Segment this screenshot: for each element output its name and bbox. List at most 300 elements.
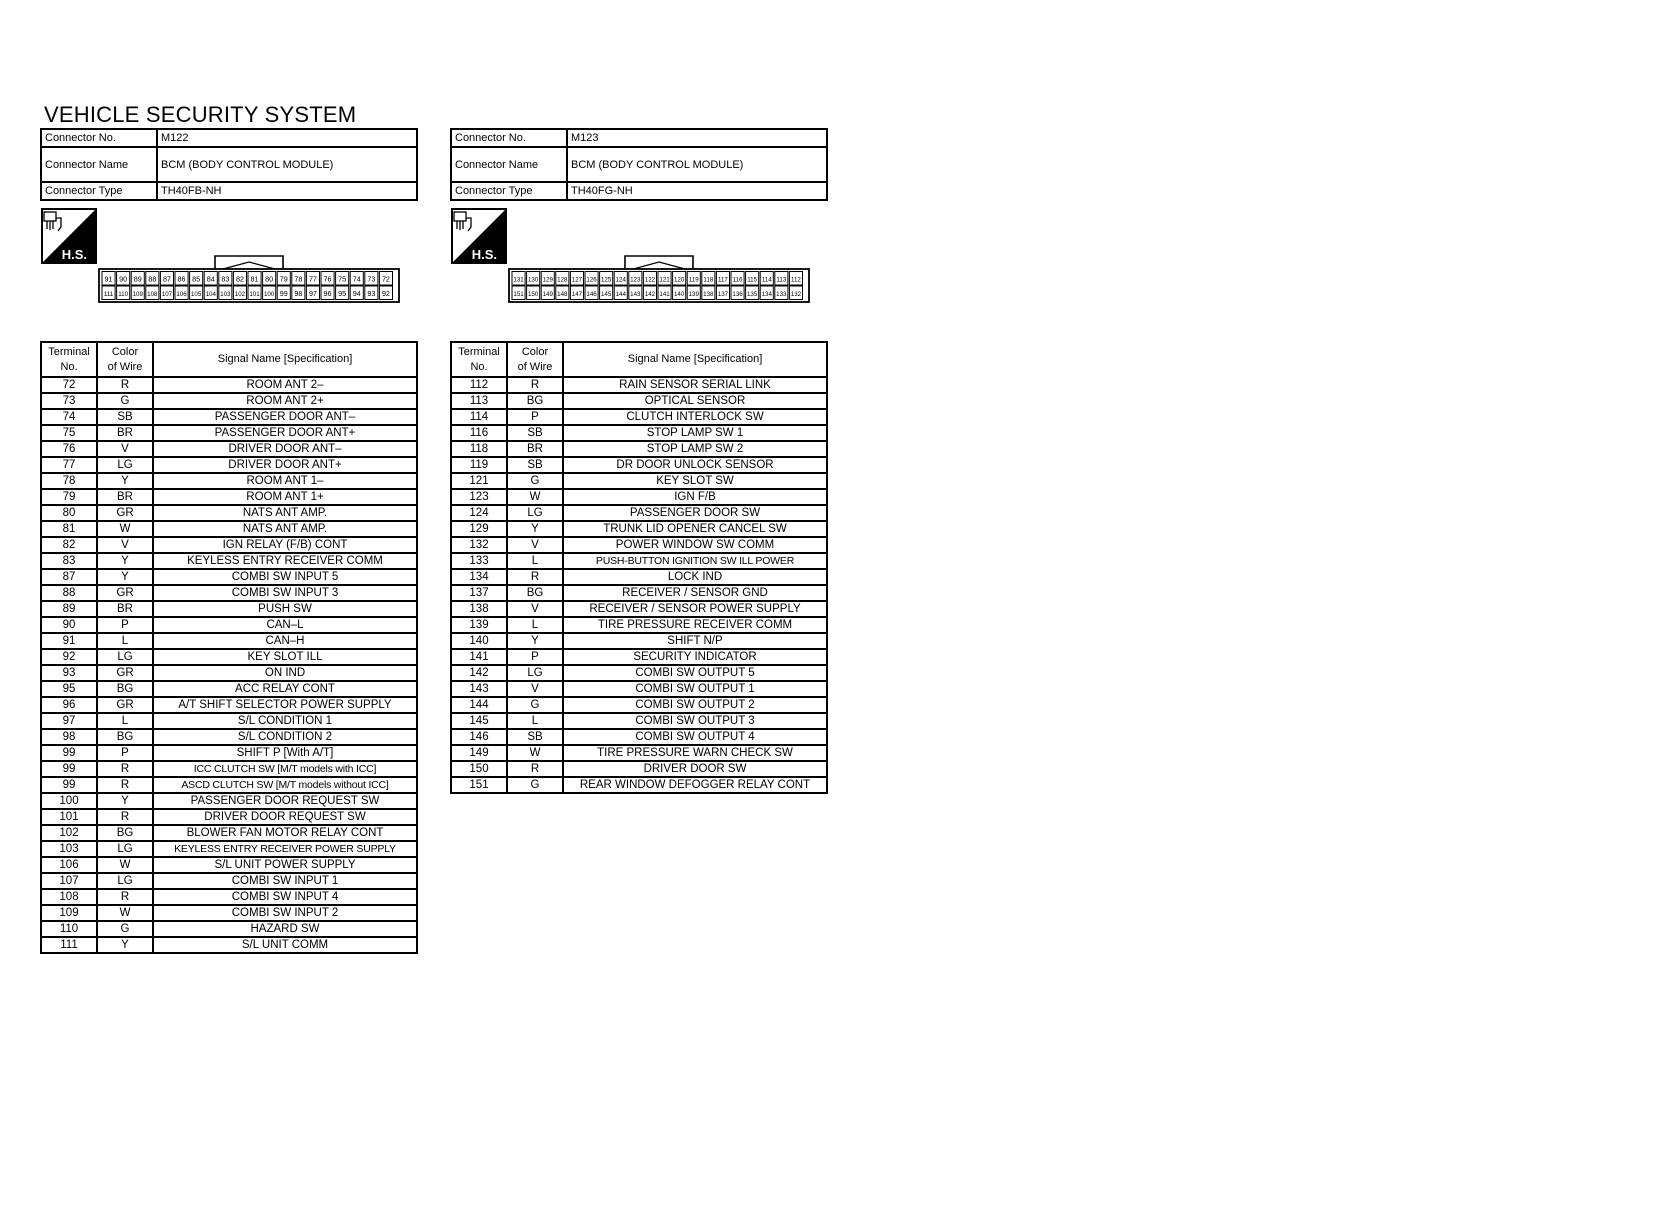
terminal-cell: 108 — [41, 889, 97, 905]
signal-name-cell: POWER WINDOW SW COMM — [563, 537, 827, 553]
signal-name-cell: ASCD CLUTCH SW [M/T models without ICC] — [153, 777, 417, 793]
wire-color-cell: R — [97, 777, 153, 793]
terminal-cell: 91 — [41, 633, 97, 649]
connector-type-value: TH40FB-NH — [157, 182, 417, 200]
terminal-cell: 129 — [451, 521, 507, 537]
wire-color-cell: V — [97, 537, 153, 553]
signal-name-cell: S/L UNIT COMM — [153, 937, 417, 953]
signal-name-cell: TIRE PRESSURE WARN CHECK SW — [563, 745, 827, 761]
terminal-cell: 92 — [41, 649, 97, 665]
connector-pin-number: 113 — [776, 276, 787, 284]
terminal-cell: 114 — [451, 409, 507, 425]
wire-color-cell: L — [507, 617, 563, 633]
terminal-cell: 151 — [451, 777, 507, 793]
wire-color-cell: L — [97, 633, 153, 649]
wire-color-cell: L — [507, 713, 563, 729]
connector-pin-number: 121 — [659, 276, 670, 284]
connector-pin-number: 89 — [133, 274, 142, 284]
connector-pin-number: 142 — [644, 290, 656, 298]
connector-pin-number: 135 — [746, 290, 758, 298]
table-row — [451, 505, 827, 521]
wire-color-cell: L — [507, 553, 563, 569]
wire-color-cell: R — [507, 569, 563, 585]
signal-name-cell: ROOM ANT 2– — [153, 377, 417, 393]
table-row — [41, 537, 417, 553]
connector-face-m122 — [98, 252, 400, 304]
label-connector-type: Connector Type — [451, 182, 567, 200]
label-connector-name: Connector Name — [41, 147, 157, 182]
table-row — [41, 505, 417, 521]
terminal-cell: 102 — [41, 825, 97, 841]
connector-pin-number: 123 — [630, 276, 641, 284]
signal-name-cell: A/T SHIFT SELECTOR POWER SUPPLY — [153, 697, 417, 713]
connector-pin-number: 151 — [513, 290, 524, 298]
table-row — [451, 393, 827, 409]
signal-name-cell: TRUNK LID OPENER CANCEL SW — [563, 521, 827, 537]
wire-color-cell: GR — [97, 697, 153, 713]
signal-name-cell: OPTICAL SENSOR — [563, 393, 827, 409]
terminal-cell: 149 — [451, 745, 507, 761]
wire-color-cell: R — [97, 761, 153, 777]
wire-color-cell: Y — [507, 521, 563, 537]
connector-pin-number: 139 — [688, 290, 699, 298]
wire-color-cell: GR — [97, 665, 153, 681]
terminal-cell: 142 — [451, 665, 507, 681]
header-terminal-no: Terminal No. — [41, 342, 97, 377]
signal-name-cell: NATS ANT AMP. — [153, 505, 417, 521]
terminal-cell: 111 — [41, 937, 97, 953]
terminal-cell: 123 — [451, 489, 507, 505]
terminal-cell: 83 — [41, 553, 97, 569]
connector-pin-number: 149 — [542, 290, 553, 298]
connector-pin-number: 77 — [308, 274, 317, 284]
terminal-cell: 106 — [41, 857, 97, 873]
wire-color-cell: Y — [97, 569, 153, 585]
signal-name-cell: DRIVER DOOR SW — [563, 761, 827, 777]
table-row — [451, 377, 827, 393]
signal-name-cell: KEYLESS ENTRY RECEIVER COMM — [153, 553, 417, 569]
connector-face-m123 — [508, 252, 810, 304]
signal-name-cell: ICC CLUTCH SW [M/T models with ICC] — [153, 761, 417, 777]
connector-pin-number: 79 — [279, 274, 288, 284]
table-row — [451, 761, 827, 777]
signal-name-cell: HAZARD SW — [153, 921, 417, 937]
connector-pin-number: 145 — [600, 290, 612, 298]
connector-pin-number: 76 — [323, 274, 332, 284]
signal-name-cell: PUSH SW — [153, 601, 417, 617]
signal-name-cell: IGN RELAY (F/B) CONT — [153, 537, 417, 553]
connector-pin-number: 90 — [119, 274, 128, 284]
header-color-of-wire: Color of Wire — [97, 342, 153, 377]
terminal-cell: 98 — [41, 729, 97, 745]
signal-name-cell: CAN–L — [153, 617, 417, 633]
table-row — [451, 601, 827, 617]
table-row — [451, 409, 827, 425]
terminal-cell: 134 — [451, 569, 507, 585]
signal-name-cell: COMBI SW OUTPUT 1 — [563, 681, 827, 697]
wire-color-cell: SB — [97, 409, 153, 425]
signal-name-cell: COMBI SW OUTPUT 2 — [563, 697, 827, 713]
table-row — [41, 473, 417, 489]
signal-name-cell: DR DOOR UNLOCK SENSOR — [563, 457, 827, 473]
signal-name-cell: COMBI SW OUTPUT 4 — [563, 729, 827, 745]
connector-pin-number: 138 — [703, 290, 714, 298]
table-row — [41, 585, 417, 601]
wire-color-cell: LG — [97, 457, 153, 473]
wire-color-cell: V — [507, 537, 563, 553]
connector-pin-number: 112 — [791, 276, 801, 284]
table-row — [451, 585, 827, 601]
table-row — [41, 825, 417, 841]
connector-pin-number: 86 — [177, 274, 186, 284]
connector-pin-number: 99 — [279, 288, 288, 298]
wire-color-cell: Y — [97, 937, 153, 953]
signal-name-cell: STOP LAMP SW 1 — [563, 425, 827, 441]
connector-pin-number: 141 — [659, 290, 670, 298]
table-row — [41, 793, 417, 809]
terminal-cell: 74 — [41, 409, 97, 425]
wire-color-cell: Y — [507, 633, 563, 649]
connector-pin-number: 72 — [381, 274, 390, 284]
terminal-cell: 150 — [451, 761, 507, 777]
table-row — [451, 489, 827, 505]
wire-color-cell: P — [507, 409, 563, 425]
table-row — [41, 553, 417, 569]
terminal-cell: 75 — [41, 425, 97, 441]
wire-color-cell: V — [507, 601, 563, 617]
signal-name-cell: ROOM ANT 1– — [153, 473, 417, 489]
connector-pin-number: 115 — [747, 276, 758, 284]
terminal-cell: 89 — [41, 601, 97, 617]
wire-color-cell: R — [97, 889, 153, 905]
table-row — [41, 617, 417, 633]
terminal-cell: 113 — [451, 393, 507, 409]
signal-name-cell: PUSH-BUTTON IGNITION SW ILL POWER — [563, 553, 827, 569]
terminal-cell: 103 — [41, 841, 97, 857]
wire-color-cell: Y — [97, 473, 153, 489]
connector-no-value: M123 — [567, 129, 827, 147]
terminal-cell: 118 — [451, 441, 507, 457]
signal-name-cell: COMBI SW INPUT 3 — [153, 585, 417, 601]
table-row — [41, 905, 417, 921]
table-row — [451, 521, 827, 537]
connector-pin-number: 114 — [761, 276, 772, 284]
signal-name-cell: COMBI SW OUTPUT 3 — [563, 713, 827, 729]
wire-color-cell: Y — [97, 793, 153, 809]
table-row — [451, 665, 827, 681]
connector-pin-number: 108 — [147, 290, 158, 298]
hs-badge-label: H.S. — [471, 247, 497, 262]
label-connector-no: Connector No. — [41, 129, 157, 147]
header-color-of-wire: Color of Wire — [507, 342, 563, 377]
connector-pin-number: 148 — [557, 290, 568, 298]
table-row — [41, 377, 417, 393]
connector-pin-number: 100 — [263, 290, 275, 298]
wire-color-cell: SB — [507, 425, 563, 441]
table-row — [451, 729, 827, 745]
table-row — [41, 649, 417, 665]
connector-pin-number: 111 — [103, 290, 114, 298]
wire-color-cell: W — [97, 857, 153, 873]
signal-name-cell: KEY SLOT SW — [563, 473, 827, 489]
signal-name-cell: TIRE PRESSURE RECEIVER COMM — [563, 617, 827, 633]
signal-name-cell: RECEIVER / SENSOR GND — [563, 585, 827, 601]
signal-name-cell: COMBI SW INPUT 4 — [153, 889, 417, 905]
connector-pin-number: 126 — [586, 276, 597, 284]
connector-pin-number: 110 — [118, 290, 129, 298]
wire-color-cell: SB — [507, 457, 563, 473]
connector-pin-number: 102 — [234, 290, 246, 298]
signal-name-cell: COMBI SW INPUT 1 — [153, 873, 417, 889]
terminal-cell: 99 — [41, 745, 97, 761]
table-row — [451, 633, 827, 649]
terminal-cell: 78 — [41, 473, 97, 489]
table-row — [451, 441, 827, 457]
table-row — [41, 681, 417, 697]
connector-pin-number: 140 — [673, 290, 685, 298]
signal-name-cell: CLUTCH INTERLOCK SW — [563, 409, 827, 425]
terminal-cell: 116 — [451, 425, 507, 441]
connector-pin-number: 84 — [206, 274, 215, 284]
signal-name-cell: CAN–H — [153, 633, 417, 649]
signal-name-cell: COMBI SW INPUT 2 — [153, 905, 417, 921]
signal-name-cell: RAIN SENSOR SERIAL LINK — [563, 377, 827, 393]
terminal-cell: 112 — [451, 377, 507, 393]
table-row — [41, 713, 417, 729]
table-row — [451, 569, 827, 585]
wire-color-cell: LG — [97, 841, 153, 857]
label-connector-name: Connector Name — [451, 147, 567, 182]
table-row — [451, 457, 827, 473]
wire-color-cell: BR — [97, 489, 153, 505]
terminal-cell: 132 — [451, 537, 507, 553]
signal-name-cell: SECURITY INDICATOR — [563, 649, 827, 665]
terminal-cell: 124 — [451, 505, 507, 521]
wire-color-cell: G — [507, 777, 563, 793]
signal-name-cell: SHIFT N/P — [563, 633, 827, 649]
terminal-cell: 121 — [451, 473, 507, 489]
terminal-cell: 143 — [451, 681, 507, 697]
table-row — [41, 937, 417, 953]
signal-name-cell: S/L CONDITION 2 — [153, 729, 417, 745]
table-row — [41, 745, 417, 761]
connector-pin-number: 119 — [688, 276, 699, 284]
wire-color-cell: GR — [97, 505, 153, 521]
table-row — [451, 713, 827, 729]
terminal-cell: 133 — [451, 553, 507, 569]
connector-pin-number: 101 — [249, 290, 260, 298]
terminal-cell: 87 — [41, 569, 97, 585]
wire-color-cell: G — [97, 393, 153, 409]
wire-color-cell: P — [97, 745, 153, 761]
connector-pin-number: 78 — [294, 274, 303, 284]
wire-color-cell: R — [507, 377, 563, 393]
table-row — [451, 745, 827, 761]
table-row — [451, 681, 827, 697]
connector-pin-number: 130 — [527, 276, 539, 284]
table-row — [41, 409, 417, 425]
wire-color-cell: BG — [97, 825, 153, 841]
connector-pin-number: 82 — [235, 274, 244, 284]
hs-badge-label: H.S. — [61, 247, 87, 262]
signal-name-cell: PASSENGER DOOR ANT– — [153, 409, 417, 425]
terminal-cell: 99 — [41, 777, 97, 793]
connector-pin-number: 74 — [352, 274, 361, 284]
wire-color-cell: P — [97, 617, 153, 633]
terminal-cell: 140 — [451, 633, 507, 649]
connector-pin-number: 85 — [192, 274, 201, 284]
wire-color-cell: BG — [507, 585, 563, 601]
table-row — [451, 553, 827, 569]
connector-pin-number: 88 — [148, 274, 157, 284]
wire-color-cell: BG — [97, 681, 153, 697]
signal-name-cell: DRIVER DOOR REQUEST SW — [153, 809, 417, 825]
table-row — [41, 521, 417, 537]
wire-color-cell: P — [507, 649, 563, 665]
connector-pin-number: 81 — [250, 274, 259, 284]
signal-name-cell: ON IND — [153, 665, 417, 681]
terminal-cell: 137 — [451, 585, 507, 601]
terminal-cell: 97 — [41, 713, 97, 729]
terminal-table-m122 — [40, 341, 418, 954]
connector-pin-number: 124 — [615, 276, 626, 284]
connector-pin-number: 96 — [323, 288, 332, 298]
signal-name-cell: PASSENGER DOOR SW — [563, 505, 827, 521]
connector-name-value: BCM (BODY CONTROL MODULE) — [567, 147, 827, 182]
connector-pin-number: 147 — [571, 290, 583, 298]
wire-color-cell: BR — [97, 425, 153, 441]
connector-pin-number: 80 — [265, 274, 274, 284]
signal-name-cell: COMBI SW INPUT 5 — [153, 569, 417, 585]
connector-pin-number: 106 — [176, 290, 187, 298]
connector-pin-number: 107 — [161, 290, 173, 298]
connector-type-value: TH40FG-NH — [567, 182, 827, 200]
connector-pin-number: 128 — [557, 276, 568, 284]
table-row — [41, 569, 417, 585]
table-row — [41, 841, 417, 857]
terminal-cell: 90 — [41, 617, 97, 633]
connector-pin-number: 91 — [104, 274, 113, 284]
terminal-cell: 146 — [451, 729, 507, 745]
connector-pin-number: 125 — [600, 276, 612, 284]
signal-name-cell: REAR WINDOW DEFOGGER RELAY CONT — [563, 777, 827, 793]
signal-name-cell: KEY SLOT ILL — [153, 649, 417, 665]
terminal-cell: 144 — [451, 697, 507, 713]
terminal-cell: 72 — [41, 377, 97, 393]
connector-pin-number: 109 — [132, 290, 143, 298]
label-connector-no: Connector No. — [451, 129, 567, 147]
table-row — [41, 809, 417, 825]
table-row — [41, 697, 417, 713]
table-row — [451, 697, 827, 713]
wire-color-cell: BG — [507, 393, 563, 409]
connector-pin-number: 73 — [367, 274, 376, 284]
terminal-cell: 79 — [41, 489, 97, 505]
connector-pin-number: 120 — [673, 276, 685, 284]
connector-pin-number: 118 — [703, 276, 714, 284]
terminal-cell: 80 — [41, 505, 97, 521]
table-row — [41, 425, 417, 441]
terminal-cell: 138 — [451, 601, 507, 617]
wire-color-cell: R — [507, 761, 563, 777]
wire-color-cell: LG — [507, 665, 563, 681]
connector-pin-number: 75 — [338, 274, 347, 284]
connector-pin-number: 116 — [732, 276, 743, 284]
harness-side-icon — [41, 208, 97, 264]
table-row — [451, 537, 827, 553]
table-row — [41, 633, 417, 649]
connector-pin-number: 150 — [527, 290, 539, 298]
table-row — [451, 617, 827, 633]
wire-color-cell: W — [507, 489, 563, 505]
table-row — [451, 649, 827, 665]
connector-no-value: M122 — [157, 129, 417, 147]
signal-name-cell: S/L CONDITION 1 — [153, 713, 417, 729]
signal-name-cell: SHIFT P [With A/T] — [153, 745, 417, 761]
connector-pin-number: 146 — [586, 290, 597, 298]
table-row — [41, 761, 417, 777]
table-row — [41, 393, 417, 409]
wire-color-cell: W — [97, 521, 153, 537]
page-title: VEHICLE SECURITY SYSTEM — [44, 102, 357, 127]
terminal-cell: 96 — [41, 697, 97, 713]
wire-color-cell: SB — [507, 729, 563, 745]
signal-name-cell: LOCK IND — [563, 569, 827, 585]
connector-pin-number: 98 — [294, 288, 303, 298]
wire-color-cell: V — [507, 681, 563, 697]
wire-color-cell: BG — [97, 729, 153, 745]
wire-color-cell: G — [507, 697, 563, 713]
wire-color-cell: GR — [97, 585, 153, 601]
signal-name-cell: PASSENGER DOOR REQUEST SW — [153, 793, 417, 809]
signal-name-cell: ROOM ANT 1+ — [153, 489, 417, 505]
signal-name-cell: DRIVER DOOR ANT– — [153, 441, 417, 457]
connector-pin-number: 103 — [220, 290, 231, 298]
signal-name-cell: S/L UNIT POWER SUPPLY — [153, 857, 417, 873]
terminal-cell: 81 — [41, 521, 97, 537]
signal-name-cell: DRIVER DOOR ANT+ — [153, 457, 417, 473]
terminal-cell: 141 — [451, 649, 507, 665]
connector-pin-number: 117 — [718, 276, 728, 284]
connector-pin-number: 136 — [732, 290, 743, 298]
connector-pin-number: 93 — [367, 288, 376, 298]
connector-pin-number: 127 — [571, 276, 583, 284]
table-row — [41, 457, 417, 473]
signal-name-cell: NATS ANT AMP. — [153, 521, 417, 537]
table-row — [451, 425, 827, 441]
terminal-cell: 101 — [41, 809, 97, 825]
table-row — [451, 473, 827, 489]
wire-color-cell: LG — [507, 505, 563, 521]
terminal-table-m123 — [450, 341, 828, 794]
wire-color-cell: BR — [97, 601, 153, 617]
connector-info-m123 — [450, 128, 828, 201]
connector-pin-number: 97 — [308, 288, 317, 298]
terminal-cell: 109 — [41, 905, 97, 921]
table-row — [41, 873, 417, 889]
signal-name-cell: KEYLESS ENTRY RECEIVER POWER SUPPLY — [153, 841, 417, 857]
signal-name-cell: ACC RELAY CONT — [153, 681, 417, 697]
connector-pin-number: 132 — [790, 290, 802, 298]
terminal-cell: 99 — [41, 761, 97, 777]
wire-color-cell: LG — [97, 649, 153, 665]
terminal-cell: 100 — [41, 793, 97, 809]
terminal-cell: 110 — [41, 921, 97, 937]
terminal-cell: 107 — [41, 873, 97, 889]
signal-name-cell: COMBI SW OUTPUT 5 — [563, 665, 827, 681]
table-row — [41, 889, 417, 905]
signal-name-cell: ROOM ANT 2+ — [153, 393, 417, 409]
